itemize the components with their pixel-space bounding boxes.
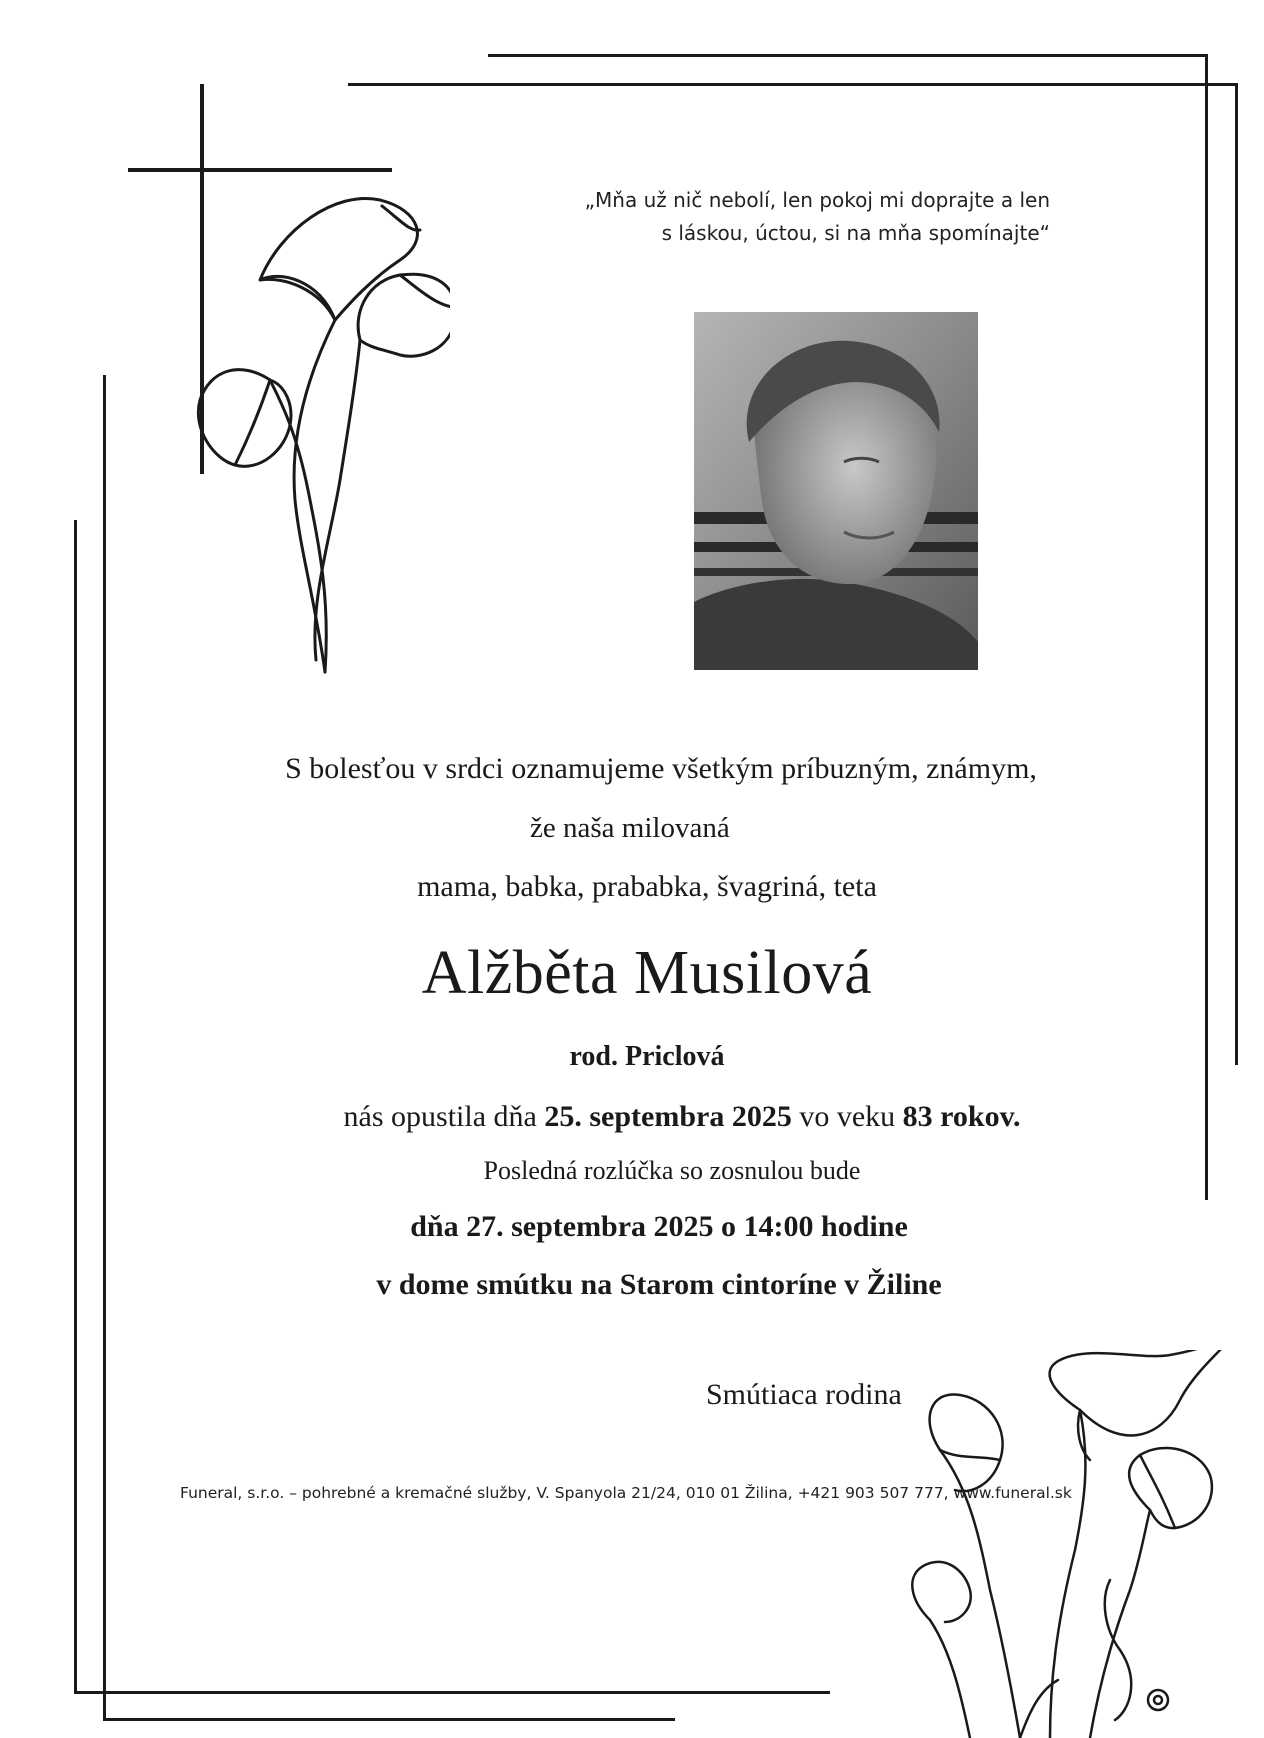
- relations-line: mama, babka, prababka, švagriná, teta: [417, 870, 877, 903]
- funeral-service-footer: Funeral, s.r.o. – pohrebné a kremačné služby, V. Spanyola 21/24, 010 01 Žilina, +421 903 507 777, www.funeral.sk: [180, 1484, 1072, 1502]
- death-mid: vo veku: [791, 1100, 903, 1133]
- announcement-line-2: že naša milovaná: [530, 812, 730, 844]
- death-age: 83 rokov.: [902, 1100, 1021, 1133]
- farewell-intro: Posledná rozlúčka so zosnulou bude: [483, 1156, 861, 1185]
- death-line: [0, 1100, 1264, 1134]
- frame-top-inner: [488, 54, 1208, 57]
- quote-line-2: s láskou, úctou, si na mňa spomínajte“: [661, 221, 1050, 245]
- epitaph-quote: [490, 184, 1050, 250]
- frame-right-outer: [1235, 83, 1238, 1065]
- cross-icon: [120, 80, 450, 680]
- signature: Smútiaca rodina: [706, 1378, 902, 1411]
- frame-right-inner: [1205, 54, 1208, 1200]
- farewell-place: v dome smútku na Starom cintoríne v Žiline: [376, 1268, 942, 1301]
- frame-bottom-inner: [74, 1691, 830, 1694]
- announcement-line-1: S bolesťou v srdci oznamujeme všetkým príbuzným, známym,: [285, 752, 1037, 785]
- farewell-datetime: dňa 27. septembra 2025 o 14:00 hodine: [410, 1210, 908, 1243]
- quote-line-1: „Mňa už nič nebolí, len pokoj mi doprajte a len: [584, 188, 1050, 212]
- deceased-name: Alžběta Musilová: [421, 939, 873, 1007]
- portrait-photo: [694, 312, 978, 670]
- death-date: 25. septembra 2025: [544, 1100, 792, 1133]
- frame-top-outer: [348, 83, 1238, 86]
- frame-bottom-outer: [103, 1718, 675, 1721]
- calla-lily-icon: [198, 198, 450, 672]
- calla-lily-icon: [900, 1350, 1230, 1738]
- maiden-name: rod. Priclová: [569, 1041, 725, 1072]
- death-prefix: nás opustila dňa: [343, 1100, 545, 1133]
